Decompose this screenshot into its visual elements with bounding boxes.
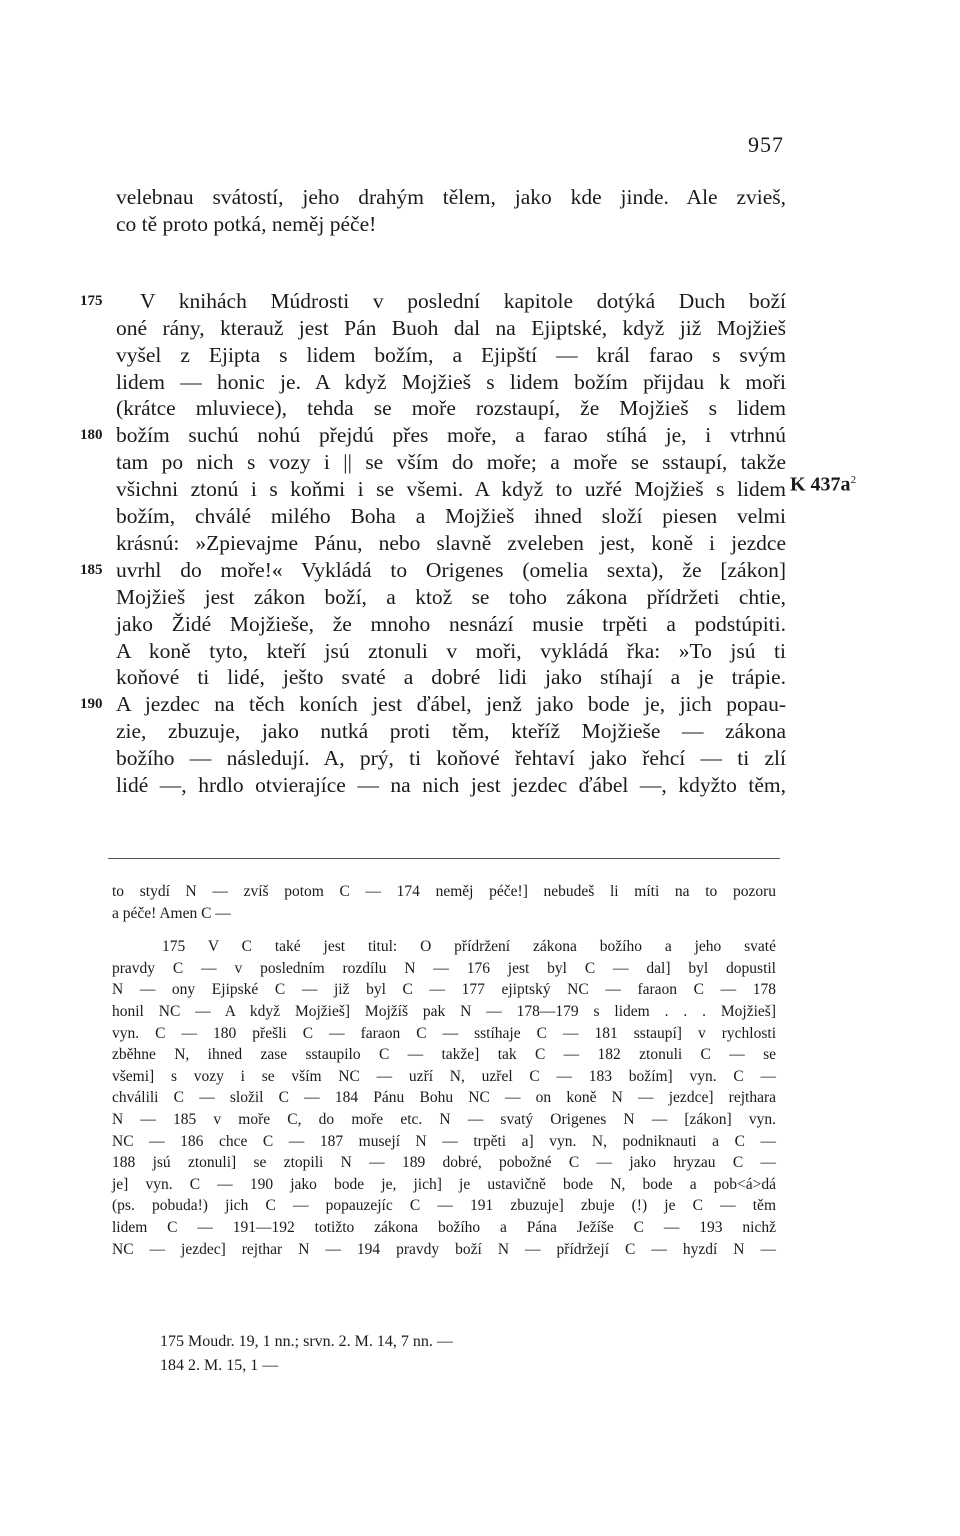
text-line: Mojžieš jest zákon boží, a ktož se toho zákona přídržeti chtie,: [116, 584, 786, 609]
apparatus-line: honil NC — A když Mojžieš] Mojžíš pak N — 178—179 s lidem . . . Mojžieš]: [112, 1003, 776, 1020]
text-line: všichni ztonú i s koňmi i se všemi. A když to uzřé Mojžieš s lidem: [116, 477, 786, 502]
text-line: vyšel z Ejipta s lidem božím, a Ejipští — král farao s svým: [116, 342, 786, 367]
margin-reference-label: K 437a: [790, 473, 851, 496]
text-line: A jezdec na těch koních jest ďábel, jenž jako bode je, jich popau-: [116, 692, 786, 717]
line-number: 185: [80, 561, 103, 578]
text-line: božího — následují. A, prý, ti koňové řehtaví jako řehcí — ti zlí: [116, 746, 786, 771]
apparatus-line: zběhne N, ihned zase sstaupilo C — takže] tak C — 182 ztonuli C — se: [112, 1046, 776, 1064]
apparatus-line: pravdy C — v posledním rozdílu N — 176 jest byl C — dal] byl dopustil: [112, 959, 776, 977]
text-line: jako Židé Mojžieše, že mnoho nesnází musie trpěti a podstúpiti.: [116, 611, 786, 636]
text-line: zie, zbuzuje, jako nutká proti těm, kteříž Mojžieše — zákona: [116, 719, 786, 744]
line-number: 180: [80, 427, 103, 444]
apparatus-line: NC — jezdec] rejthar N — 194 pravdy boží N — přídržejí C — hyzdí N —: [112, 1240, 776, 1258]
text-line: božím suchú nohú přejdú přes moře, a farao stíhá je, i vtrhnú: [116, 423, 786, 448]
text-line: tam po nich s vozy i || se vším do moře; a moře se sstaupí, takže: [116, 450, 786, 475]
apparatus-line: všemi] s vozy i se vším NC — uzří N, uzřel C — 183 božím] vyn. C —: [112, 1067, 776, 1085]
text-line: lidé —, hrdlo otvierajíce — na nich jest jezdec ďábel —, kdyžto těm,: [116, 773, 786, 797]
text-line: oné rány, kterauž jest Pán Buoh dal na Ejiptské, když již Mojžieš: [116, 315, 786, 340]
apparatus-line: chválili C — složil C — 184 Pánu Bohu NC — on koně N — jezdce] rejthara: [112, 1089, 776, 1107]
page-number: 957: [748, 132, 784, 157]
text-line: velebnau svátostí, jeho drahým tělem, jako kde jinde. Ale zvieš,: [116, 185, 786, 209]
apparatus-line: 188 jsú ztonuli] se ztopili N — 189 dobré, pobožné C — jako hryzau C —: [112, 1154, 776, 1172]
apparatus-line: lidem C — 191—192 totižto zákona božího a Pána Ježíše C — 193 nichž: [112, 1219, 776, 1236]
text-line: uvrhl do moře!« Vykládá to Origenes (omelia sexta), že [zákon]: [116, 557, 786, 582]
text-line: V knihách Múdrosti v poslední kapitole dotýká Duch boží: [140, 288, 786, 313]
apparatus-line: N — 185 v moře C, do moře etc. N — svatý Origenes N — [zákon] vyn.: [112, 1111, 776, 1128]
apparatus-line: (ps. pobuda!) jich C — popauzejíc C — 191 zbuzuje] zbuje (!) je C — těm: [112, 1197, 776, 1215]
footnote-rule: [108, 858, 780, 859]
text-line: koňové ti lidé, ješto svaté a dobré lidi jako stíhají a je trápie.: [116, 665, 786, 690]
text-line: krásnú: »Zpievajme Pánu, nebo slavně zveleben jest, koně i jezdce: [116, 530, 786, 555]
apparatus-line: 175 V C také jest titul: O přídržení zákona božího a jeho svaté: [162, 938, 776, 956]
text-line: co tě proto potká, neměj péče!: [116, 211, 377, 236]
apparatus-line: vyn. C — 180 přešli C — faraon C — sstíhaje C — 181 sstaupí] v rychlosti: [112, 1024, 776, 1042]
apparatus-line: NC — 186 chce C — 187 musejí N — trpěti a] vyn. N, podniknauti a C —: [112, 1132, 776, 1150]
apparatus-line: je] vyn. C — 190 jako bode je, jich] je ustavičně bode N, bode a pob<á>dá: [112, 1175, 776, 1193]
line-number: 175: [80, 292, 103, 309]
text-line: (krátce mluviece), tehda se moře rozstaupí, že Mojžieš s lidem: [116, 396, 786, 421]
text-line: lidem — honic je. A když Mojžieš s lidem božím přijdau k moři: [116, 369, 786, 394]
margin-reference-sup: 2: [850, 474, 857, 486]
source-line: 184 2. M. 15, 1 —: [160, 1357, 279, 1374]
text-line: A koně tyto, kteří jsú ztonuli v moři, vykládá řka: »To jsú ti: [116, 638, 786, 663]
apparatus-line: a péče! Amen C —: [112, 904, 231, 922]
line-number: 190: [80, 696, 103, 713]
apparatus-line: to stydí N — zvíš potom C — 174 neměj péče!] nebudeš li míti na to pozoru: [112, 883, 776, 900]
margin-reference: [790, 467, 856, 498]
source-line: 175 Moudr. 19, 1 nn.; srvn. 2. M. 14, 7 nn. —: [160, 1333, 453, 1350]
text-line: božím, chválé milého Boha a Mojžieš ihned složí piesen velmi: [116, 504, 786, 528]
apparatus-line: N — ony Ejipské C — již byl C — 177 ejiptský NC — faraon C — 178: [112, 981, 776, 999]
